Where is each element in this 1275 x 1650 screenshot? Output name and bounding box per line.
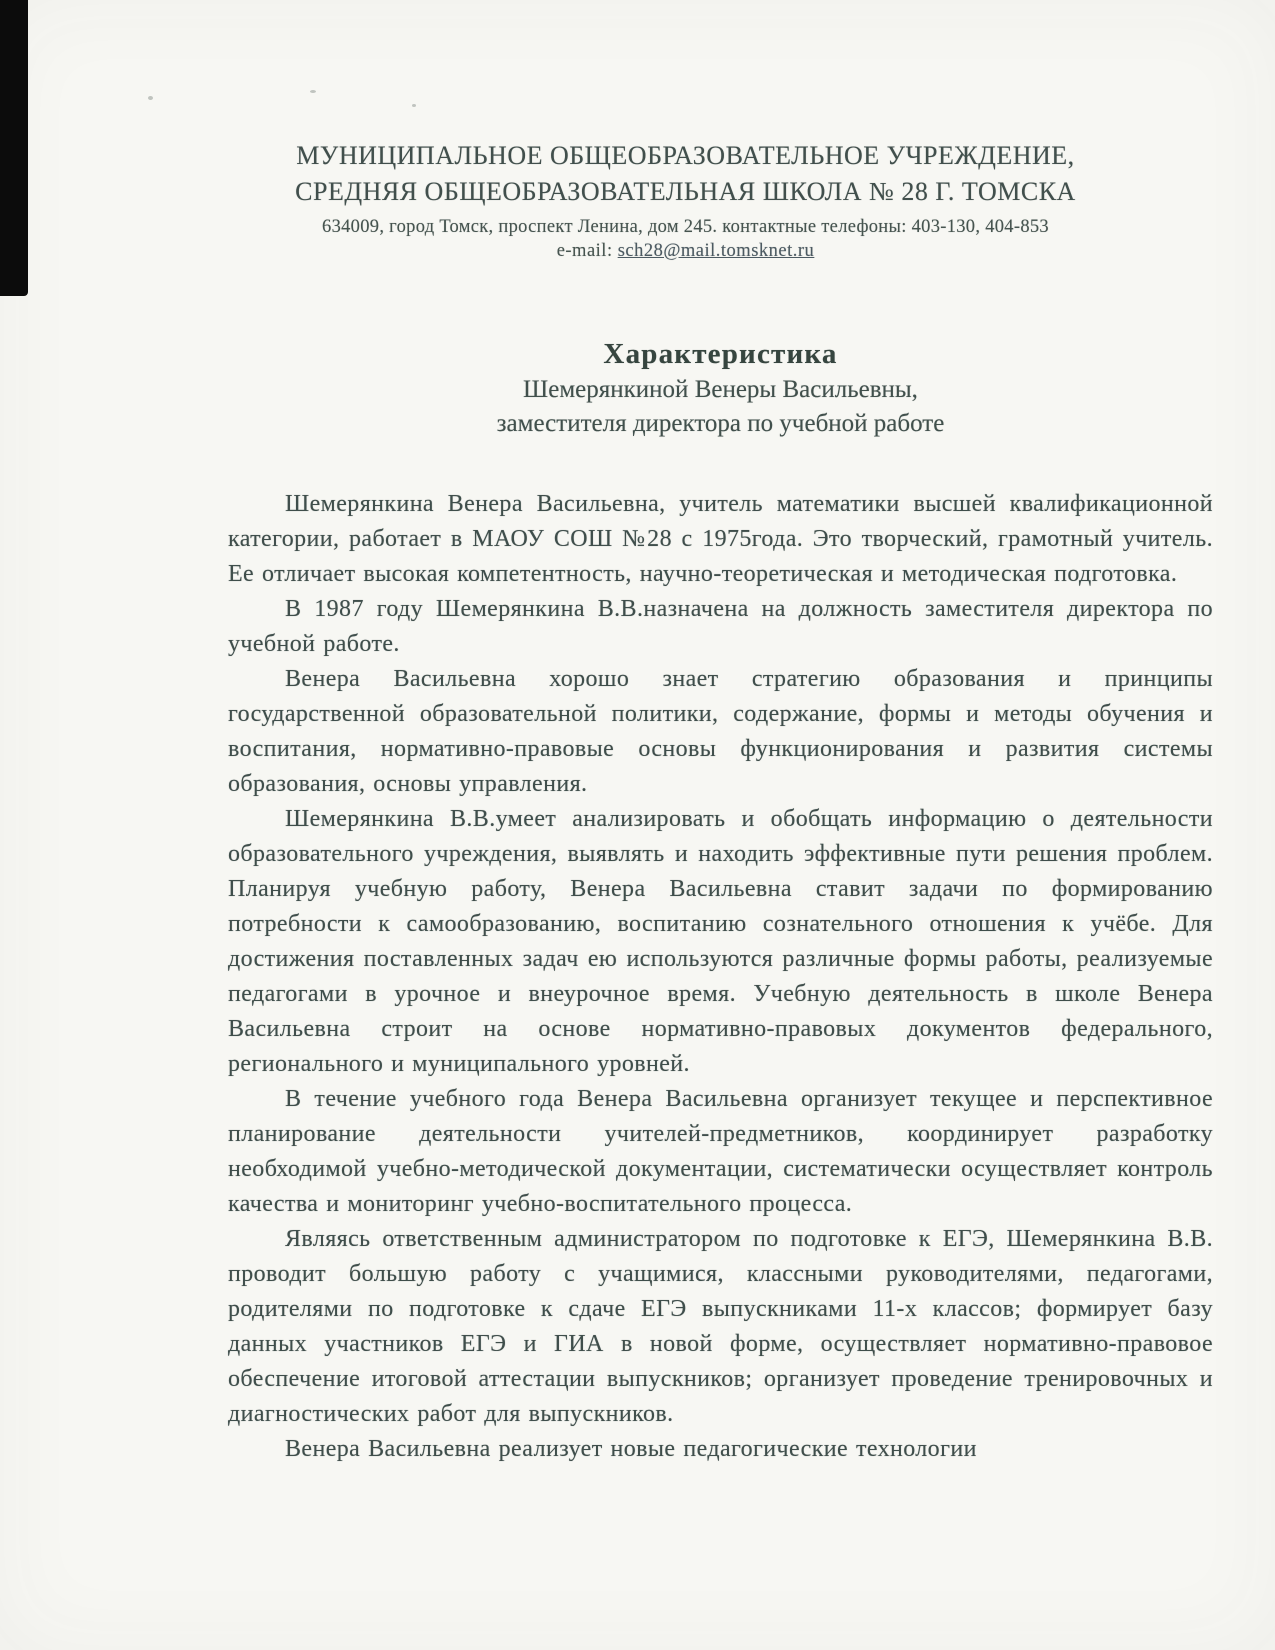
scan-artifact-bar (0, 0, 28, 296)
scan-speck (412, 104, 416, 107)
title-person-position: заместителя директора по учебной работе (496, 410, 945, 437)
scan-speck (310, 90, 316, 93)
org-name-line1: МУНИЦИПАЛЬНОЕ ОБЩЕОБРАЗОВАТЕЛЬНОЕ УЧРЕЖДЕНИЕ, (296, 141, 1075, 170)
title-block (228, 335, 1213, 441)
paragraph: В 1987 году Шемерянкина В.В.назначена на должность заместителя директора по учебной работе. (228, 596, 1213, 657)
paragraph: Шемерянкина Венера Васильевна, учитель математики высшей квалификационной категории, работает в МАОУ СОШ №28 с 1975года. Это творческий, грамотный учитель. Ее отличает высокая компетентность, научно-теоретическая и методическая подготовка. (228, 491, 1213, 587)
document-title: Характеристика (603, 338, 838, 370)
letterhead (228, 138, 1213, 263)
email-line (228, 239, 1143, 263)
email-label: e-mail: (556, 241, 613, 261)
scan-speck (148, 96, 153, 100)
address-line: 634009, город Томск, проспект Ленина, дом 245. контактные телефоны: 403-130, 404-853 (322, 217, 1049, 237)
document-body (228, 487, 1213, 1467)
paragraph: Шемерянкина В.В.умеет анализировать и обобщать информацию о деятельности образовательного учреждения, выявлять и находить эффективные пути решения проблем. Планируя учебную работу, Венера Васильевна ставит задачи по формированию потребности к самообразованию, воспитанию сознательного отношения к учёбе. Для достижения поставленных задач ею используются различные формы работы, реализуемые педагогами в урочное и внеурочное время. Учебную деятельность в школе Венера Васильевна строит на основе нормативно-правовых документов федерального, регионального и муниципального уровней. (228, 806, 1213, 1077)
paragraph: В течение учебного года Венера Васильевна организует текущее и перспективное планирование деятельности учителей-предметников, координирует разработку необходимой учебно-методической документации, систематически осуществляет контроль качества и мониторинг учебно-воспитательного процесса. (228, 1086, 1213, 1217)
title-person-name: Шемерянкиной Венеры Васильевны, (523, 376, 918, 403)
paragraph: Являясь ответственным администратором по подготовке к ЕГЭ, Шемерянкина В.В. проводит большую работу с учащимися, классными руководителями, педагогами, родителями по подготовке к сдаче ЕГЭ выпускниками 11-х классов; формирует базу данных участников ЕГЭ и ГИА в новой форме, осуществляет нормативно-правовое обеспечение итоговой аттестации выпускников; организует проведение тренировочных и диагностических работ для выпускников. (228, 1226, 1213, 1427)
paragraph: Венера Васильевна реализует новые педагогические технологии (285, 1436, 977, 1462)
paragraph: Венера Васильевна хорошо знает стратегию образования и принципы государственной образовательной политики, содержание, формы и методы обучения и воспитания, нормативно-правовые основы функционирования и развития системы образования, основы управления. (228, 666, 1213, 797)
org-name-line2: СРЕДНЯЯ ОБЩЕОБРАЗОВАТЕЛЬНАЯ ШКОЛА № 28 Г. ТОМСКА (295, 177, 1076, 206)
email-address: sch28@mail.tomsknet.ru (617, 241, 815, 261)
